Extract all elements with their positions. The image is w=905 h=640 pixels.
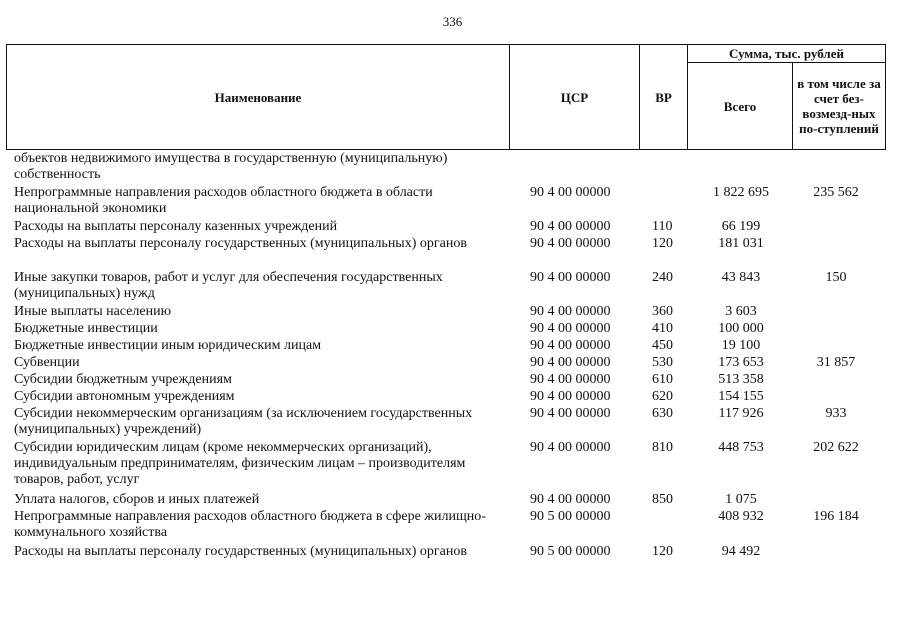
row-vr: 630: [652, 406, 673, 421]
header-free: в том числе за счет без-возмезд-ных по-ступлений: [797, 76, 881, 136]
row-csr: 90 4 00 00000: [530, 236, 611, 251]
row-csr: 90 4 00 00000: [530, 372, 611, 387]
row-name: Субсидии бюджетным учреждениям: [14, 372, 232, 387]
row-csr: 90 4 00 00000: [530, 304, 611, 319]
row-name: Субсидии некоммерческим организациям (за исключением государственных (муниципальных) учреждений): [14, 406, 473, 437]
row-vr: 120: [652, 236, 673, 251]
row-name: Субсидии автономным учреждениям: [14, 389, 235, 404]
row-total: 43 843: [721, 270, 761, 285]
row-free: 150: [825, 270, 847, 285]
row-csr: 90 4 00 00000: [530, 406, 611, 421]
row-vr: 530: [652, 355, 673, 370]
row-csr: 90 4 00 00000: [530, 270, 611, 285]
row-vr: 610: [652, 372, 673, 387]
row-csr: 90 4 00 00000: [530, 440, 611, 455]
header-right-border: [885, 44, 886, 150]
row-total: 94 492: [721, 544, 761, 559]
row-total: 173 653: [718, 355, 764, 370]
table-header: [6, 44, 886, 150]
row-total: 1 822 695: [713, 185, 769, 200]
row-vr: 360: [652, 304, 673, 319]
row-vr: 240: [652, 270, 673, 285]
row-csr: 90 4 00 00000: [530, 219, 611, 234]
row-total: 66 199: [721, 219, 761, 234]
row-name: Расходы на выплаты персоналу казенных учреждений: [14, 219, 338, 234]
row-free: 933: [825, 406, 847, 421]
row-free: 202 622: [813, 440, 859, 455]
row-total: 100 000: [718, 321, 764, 336]
header-vr: ВР: [655, 89, 672, 105]
row-csr: 90 5 00 00000: [530, 509, 611, 524]
row-name: Субсидии юридическим лицам (кроме некоммерческих организаций), индивидуальным предпринимателям, физическим лицам – производителям товаров, работ, услуг: [14, 440, 466, 487]
row-name: Расходы на выплаты персоналу государственных (муниципальных) органов: [14, 544, 467, 559]
row-vr: 110: [652, 219, 673, 234]
row-name: Бюджетные инвестиции: [14, 321, 158, 336]
row-vr: 810: [652, 440, 673, 455]
header-total: Всего: [723, 98, 757, 114]
row-free: 196 184: [813, 509, 859, 524]
row-total: 154 155: [718, 389, 764, 404]
row-csr: 90 4 00 00000: [530, 389, 611, 404]
row-name: Иные выплаты населению: [14, 304, 172, 319]
page-number: 336: [442, 14, 463, 29]
row-name: Субвенции: [14, 355, 80, 370]
row-vr: 620: [652, 389, 673, 404]
row-vr: 450: [652, 338, 673, 353]
header-bottom-border: [6, 149, 886, 150]
row-csr: 90 4 00 00000: [530, 492, 611, 507]
row-vr: 120: [652, 544, 673, 559]
row-total: 117 926: [718, 406, 764, 421]
row-csr: 90 4 00 00000: [530, 321, 611, 336]
row-total: 1 075: [725, 492, 757, 507]
row-csr: 90 4 00 00000: [530, 185, 611, 200]
row-total: 408 932: [718, 509, 764, 524]
row-csr: 90 4 00 00000: [530, 338, 611, 353]
row-total: 448 753: [718, 440, 764, 455]
row-csr: 90 4 00 00000: [530, 355, 611, 370]
row-total: 181 031: [718, 236, 764, 251]
row-name: Уплата налогов, сборов и иных платежей: [14, 492, 260, 507]
row-free: 235 562: [813, 185, 859, 200]
row-csr: 90 5 00 00000: [530, 544, 611, 559]
row-name: Непрограммные направления расходов областного бюджета в сфере жилищно-коммунального хозяйства: [14, 509, 486, 540]
row-free: 31 857: [816, 355, 856, 370]
row-name: Бюджетные инвестиции иным юридическим лицам: [14, 338, 322, 353]
row-vr: 850: [652, 492, 673, 507]
row-name: Непрограммные направления расходов областного бюджета в области национальной экономики: [14, 185, 433, 216]
row-name: Иные закупки товаров, работ и услуг для обеспечения государственных (муниципальных) нужд: [14, 270, 443, 301]
row-total: 19 100: [721, 338, 761, 353]
row-vr: 410: [652, 321, 673, 336]
row-name: объектов недвижимого имущества в государственную (муниципальную) собственность: [14, 151, 448, 182]
header-name: Наименование: [214, 89, 302, 105]
header-sum: Сумма, тыс. рублей: [729, 46, 844, 61]
row-total: 513 358: [718, 372, 764, 387]
row-name: Расходы на выплаты персоналу государственных (муниципальных) органов: [14, 236, 467, 251]
header-csr: ЦСР: [560, 89, 589, 105]
row-total: 3 603: [725, 304, 757, 319]
